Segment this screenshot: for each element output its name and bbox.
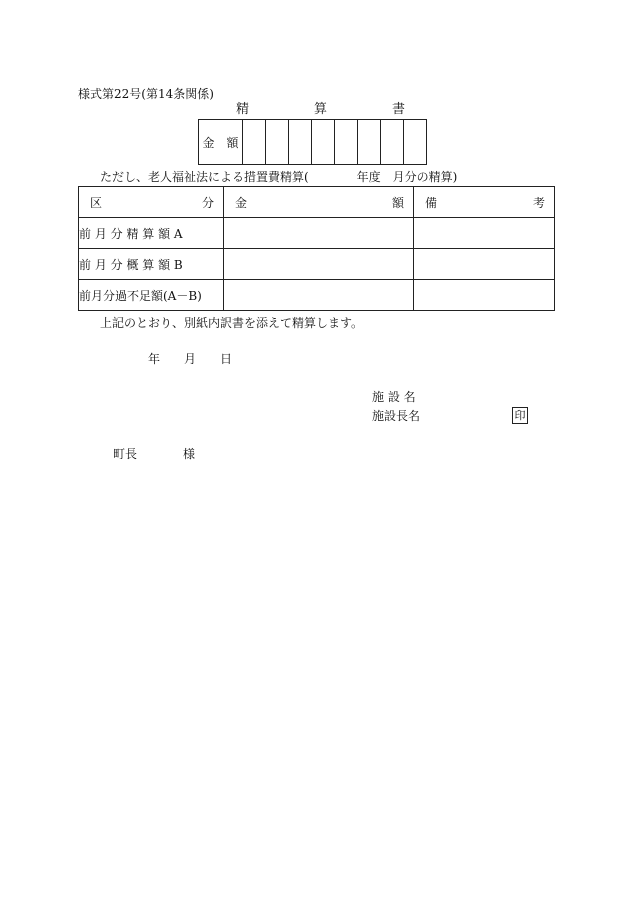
date-year-label: 年 [148,352,161,366]
settlement-table [78,186,555,311]
header-remarks-left: 備 [425,195,438,210]
seal-mark: 印 [512,407,528,424]
table-header-row [79,187,555,218]
row-amount-cell[interactable] [224,280,414,311]
facility-name-label: 施 設 名 [372,390,416,404]
amount-digit-cell[interactable] [358,120,381,165]
date-day-label: 日 [220,352,233,366]
table-row [79,218,555,249]
header-amount [224,187,414,218]
addressee-title: 町長 [113,447,138,461]
amount-digit-cell[interactable] [404,120,427,165]
row-label: 前 月 分 概 算 額 B [79,249,224,280]
statement-text: 上記のとおり、別紙内訳書を添えて精算します。 [100,316,364,330]
header-category-right: 分 [201,195,214,210]
document-title: 精 算 書 [236,102,406,117]
table-row [79,280,555,311]
row-remarks-cell[interactable] [414,280,555,311]
amount-digit-cell[interactable] [381,120,404,165]
amount-digit-cell[interactable] [312,120,335,165]
row-amount-cell[interactable] [224,218,414,249]
amount-digit-cell[interactable] [243,120,266,165]
header-category [79,187,224,218]
header-remarks-right: 考 [532,195,545,210]
amount-digit-cell[interactable] [335,120,358,165]
row-amount-cell[interactable] [224,249,414,280]
amount-box [198,119,427,165]
row-label: 前 月 分 精 算 額 A [79,218,224,249]
header-amount-left: 金 [235,195,248,210]
row-remarks-cell[interactable] [414,218,555,249]
row-remarks-cell[interactable] [414,249,555,280]
form-number: 様式第22号(第14条関係) [78,87,214,101]
table-row [79,249,555,280]
row-label: 前月分過不足額(A－B) [79,280,224,311]
amount-digit-cell[interactable] [289,120,312,165]
header-remarks [414,187,555,218]
header-category-left: 区 [90,195,103,210]
amount-digit-cell[interactable] [266,120,289,165]
addressee-honorific: 様 [183,447,196,461]
proviso-text: ただし、老人福祉法による措置費精算( 年度 月分の精算) [100,170,458,184]
facility-director-label: 施設長名 [372,409,421,423]
header-amount-right: 額 [391,195,404,210]
date-month-label: 月 [184,352,197,366]
amount-label: 金 額 [199,120,243,165]
